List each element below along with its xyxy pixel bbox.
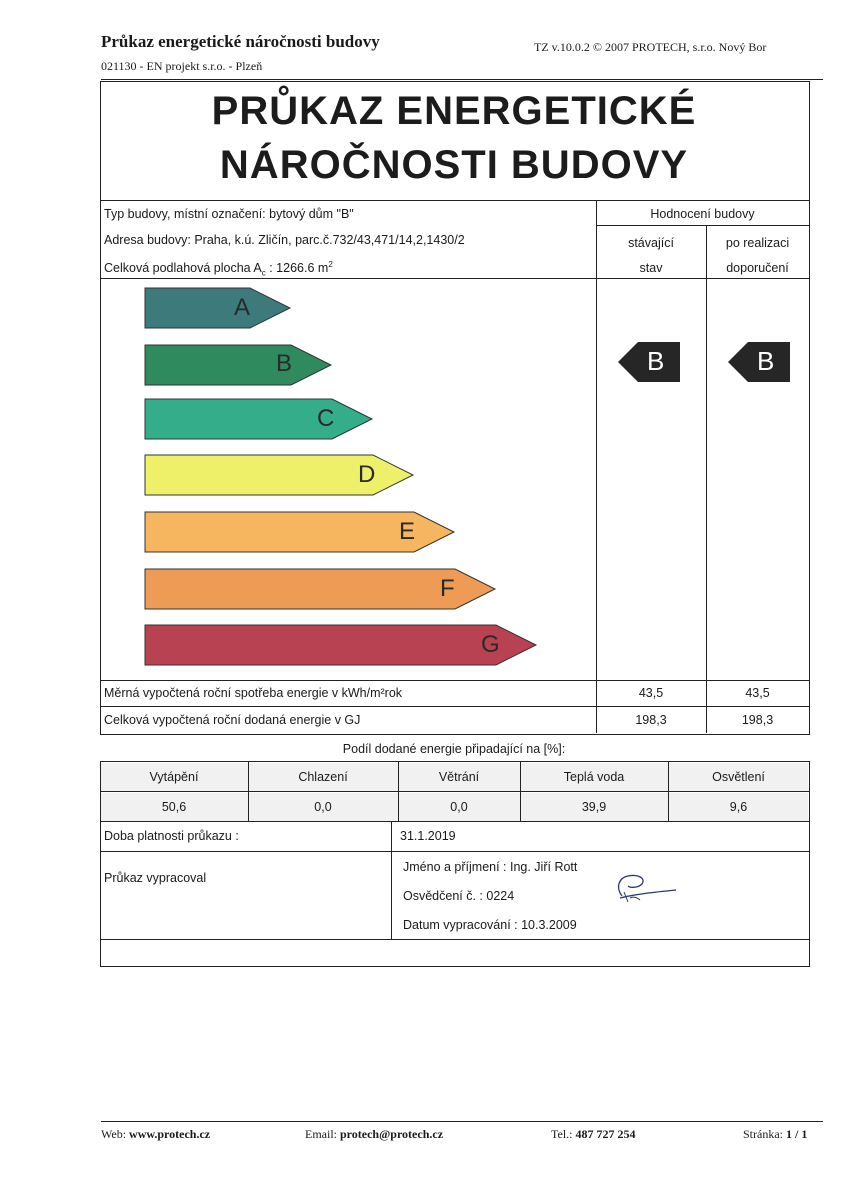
specific-energy-label: Měrná vypočtená roční spotřeba energie v kWh/m²rok (104, 686, 403, 700)
share-col-cooling: Chlazení (298, 770, 348, 784)
class-e-label: E (399, 518, 416, 545)
share-col-lighting: Osvětlení (712, 770, 765, 784)
company-name: 021130 - EN projekt s.r.o. - Plzeň (101, 59, 263, 73)
class-b-label: B (276, 350, 293, 377)
document-title: Průkaz energetické náročnosti budovy (101, 32, 380, 51)
software-version: TZ v.10.0.2 © 2007 PROTECH, s.r.o. Nový Bor (534, 40, 767, 54)
current-class-label: B (647, 346, 665, 376)
share-col-hot-water: Teplá voda (563, 770, 625, 784)
signature (600, 868, 680, 908)
preparer-name: Jméno a příjmení : Ing. Jiří Rott (403, 860, 578, 874)
class-c-arrow (145, 399, 372, 439)
preparer-certificate: Osvědčení č. : 0224 (403, 889, 515, 903)
footer-tel: Tel.: 487 727 254 (551, 1127, 636, 1141)
share-val-ventilation: 0,0 (450, 800, 468, 814)
share-col-ventilation: Větrání (438, 770, 480, 784)
class-c-label: C (317, 405, 335, 432)
main-title-line1: PRŮKAZ ENERGETICKÉ (211, 89, 697, 133)
class-g-label: G (481, 631, 500, 658)
building-type: Typ budovy, místní označení: bytový dům "B" (104, 207, 354, 221)
class-a-arrow (145, 288, 290, 328)
energy-class-scale (140, 282, 550, 674)
footer-page: Stránka: 1 / 1 (743, 1127, 808, 1141)
rating-header: Hodnocení budovy (650, 207, 755, 221)
class-g-arrow (145, 625, 536, 665)
share-val-heating: 50,6 (161, 800, 187, 814)
prepared-by-label: Průkaz vypracoval (104, 871, 207, 885)
footer-email: Email: protech@protech.cz (305, 1127, 444, 1141)
main-title (100, 84, 808, 192)
validity-value: 31.1.2019 (400, 829, 456, 843)
preparation-date: Datum vypracování : 10.3.2009 (403, 918, 577, 932)
class-d-label: D (358, 461, 376, 488)
after-recommendation-header: po realizaci doporučení (725, 236, 790, 275)
footer-web: Web: www.protech.cz (101, 1127, 211, 1141)
after-class-label: B (757, 346, 775, 376)
footer-rule (101, 1121, 823, 1122)
class-a-label: A (234, 294, 251, 321)
floor-area: Celková podlahová plocha $A_c$ : 1266.6 $m^2$ (104, 260, 333, 278)
validity-label: Doba platnosti průkazu : (104, 829, 239, 843)
current-state-header: stávající stav (628, 236, 674, 275)
total-energy-current: 198,3 (635, 713, 667, 727)
total-energy-label: Celková vypočtená roční dodaná energie v GJ (104, 713, 361, 727)
total-energy-after: 198,3 (741, 713, 774, 727)
specific-energy-after: 43,5 (745, 686, 770, 700)
share-val-lighting: 9,6 (729, 800, 748, 814)
share-val-hot-water: 39,9 (581, 800, 607, 814)
class-f-label: F (440, 575, 455, 602)
share-col-heating: Vytápění (149, 770, 199, 784)
specific-energy-current: 43,5 (638, 686, 664, 700)
share-val-cooling: 0,0 (314, 800, 332, 814)
header-rule (101, 79, 823, 80)
class-b-arrow (145, 345, 331, 385)
share-title: Podíl dodané energie připadající na [%]: (342, 742, 566, 756)
building-address: Adresa budovy: Praha, k.ú. Zličín, parc.č.732/43,471/14,2,1430/2 (104, 233, 465, 247)
main-title-line2: NÁROČNOSTI BUDOVY (219, 143, 689, 187)
